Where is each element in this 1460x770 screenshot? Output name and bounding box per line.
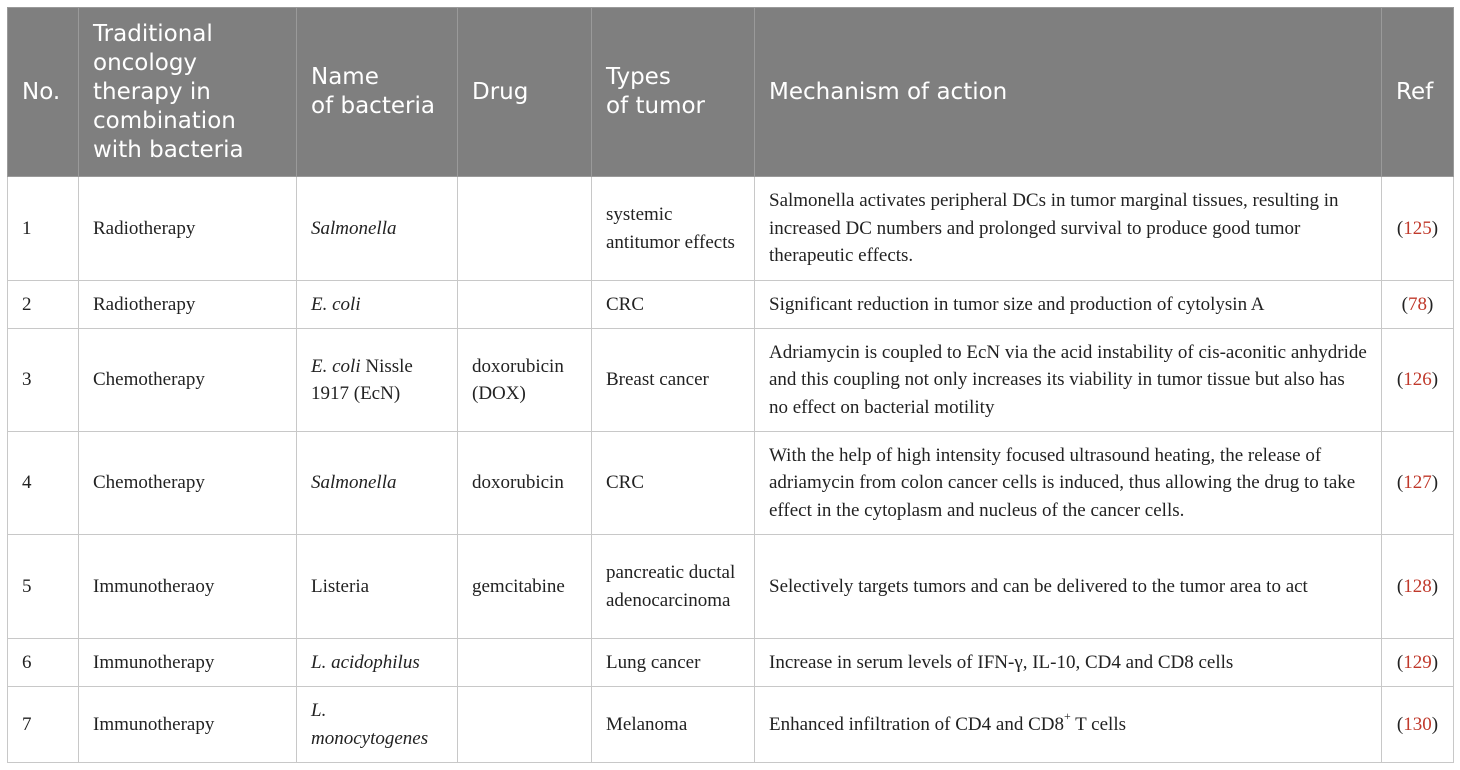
cell-therapy: Chemotherapy xyxy=(79,329,297,432)
cell-therapy: Immunotherapy xyxy=(79,687,297,763)
table-container xyxy=(7,7,1453,763)
cell-ref: (130) xyxy=(1382,687,1454,763)
cell-drug xyxy=(458,281,592,329)
cell-mechanism: Increase in serum levels of IFN-γ, IL-10, CD4 and CD8 cells xyxy=(755,639,1382,687)
cell-no: 1 xyxy=(8,177,79,281)
table-row xyxy=(8,639,1454,687)
mechanism-tail: T cells xyxy=(1070,713,1126,735)
cell-tumor: CRC xyxy=(592,281,755,329)
cell-drug: doxorubicin (DOX) xyxy=(458,329,592,432)
table-header xyxy=(8,8,1454,177)
mechanism-text: Enhanced infiltration of CD4 and CD8 xyxy=(769,713,1064,735)
cell-therapy: Immunotheraoy xyxy=(79,535,297,639)
cell-no: 3 xyxy=(8,329,79,432)
table-row xyxy=(8,177,1454,281)
header-tumor: Types of tumor xyxy=(592,8,755,177)
table-row xyxy=(8,281,1454,329)
cell-bacteria xyxy=(297,687,458,763)
bacteria-italic: Salmonella xyxy=(311,217,397,239)
cell-tumor: Lung cancer xyxy=(592,639,755,687)
cell-tumor: systemic antitumor effects xyxy=(592,177,755,281)
reference-link[interactable]: 125 xyxy=(1403,217,1432,239)
cell-no: 6 xyxy=(8,639,79,687)
cell-ref: (127) xyxy=(1382,432,1454,535)
cell-ref: (125) xyxy=(1382,177,1454,281)
reference-link[interactable]: 130 xyxy=(1403,713,1432,735)
bacteria-italic: E. coli xyxy=(311,293,361,315)
bacteria-italic: L. monocytogenes xyxy=(311,700,429,749)
cell-drug xyxy=(458,639,592,687)
reference-link[interactable]: 126 xyxy=(1403,369,1432,391)
cell-bacteria xyxy=(297,177,458,281)
bacteria-italic: Salmonella xyxy=(311,472,397,494)
bacteria-rest: Nissle 1917 (EcN) xyxy=(311,355,413,404)
cell-therapy: Radiotherapy xyxy=(79,177,297,281)
cell-ref: (78) xyxy=(1382,281,1454,329)
bacteria-combination-table xyxy=(7,7,1454,763)
cell-drug xyxy=(458,177,592,281)
header-no: No. xyxy=(8,8,79,177)
header-bacteria: Name of bacteria xyxy=(297,8,458,177)
cell-no: 5 xyxy=(8,535,79,639)
table-row xyxy=(8,687,1454,763)
reference-link[interactable]: 78 xyxy=(1408,293,1427,315)
cell-tumor: Breast cancer xyxy=(592,329,755,432)
header-therapy: Traditional oncology therapy in combination with bacteria xyxy=(79,8,297,177)
cell-therapy: Chemotherapy xyxy=(79,432,297,535)
cell-ref: (129) xyxy=(1382,639,1454,687)
cell-therapy: Immunotherapy xyxy=(79,639,297,687)
cell-bacteria xyxy=(297,639,458,687)
cell-bacteria xyxy=(297,535,458,639)
header-row xyxy=(8,8,1454,177)
cell-drug: doxorubicin xyxy=(458,432,592,535)
cell-therapy: Radiotherapy xyxy=(79,281,297,329)
bacteria-italic: E. coli xyxy=(311,355,361,377)
header-ref: Ref xyxy=(1382,8,1454,177)
cell-no: 4 xyxy=(8,432,79,535)
cell-bacteria xyxy=(297,432,458,535)
cell-mechanism: Selectively targets tumors and can be delivered to the tumor area to act xyxy=(755,535,1382,639)
cell-tumor: pancreatic ductal adenocarcinoma xyxy=(592,535,755,639)
cell-mechanism: With the help of high intensity focused ultrasound heating, the release of adriamycin from colon cancer cells is induced, thus allowing the drug to take effect in the cytoplasm and nucleus of the cancer cells. xyxy=(755,432,1382,535)
cell-mechanism: Significant reduction in tumor size and production of cytolysin A xyxy=(755,281,1382,329)
cell-bacteria xyxy=(297,329,458,432)
cell-mechanism: Adriamycin is coupled to EcN via the acid instability of cis-aconitic anhydride and this coupling not only increases its viability in tumor tissue but also has no effect on bacterial motility xyxy=(755,329,1382,432)
bacteria-rest: Listeria xyxy=(311,575,370,597)
cell-mechanism: Salmonella activates peripheral DCs in tumor marginal tissues, resulting in increased DC numbers and prolonged survival to produce good tumor therapeutic effects. xyxy=(755,177,1382,281)
superscript-plus: + xyxy=(1063,709,1071,724)
cell-no: 7 xyxy=(8,687,79,763)
cell-drug: gemcitabine xyxy=(458,535,592,639)
header-mechanism: Mechanism of action xyxy=(755,8,1382,177)
table-row xyxy=(8,329,1454,432)
bacteria-italic: L. acidophilus xyxy=(311,651,420,673)
cell-tumor: CRC xyxy=(592,432,755,535)
table-row xyxy=(8,535,1454,639)
reference-link[interactable]: 128 xyxy=(1403,575,1432,597)
reference-link[interactable]: 129 xyxy=(1403,651,1432,673)
cell-ref: (128) xyxy=(1382,535,1454,639)
table-body xyxy=(8,177,1454,763)
header-drug: Drug xyxy=(458,8,592,177)
cell-drug xyxy=(458,687,592,763)
cell-no: 2 xyxy=(8,281,79,329)
cell-ref: (126) xyxy=(1382,329,1454,432)
table-row xyxy=(8,432,1454,535)
cell-bacteria xyxy=(297,281,458,329)
cell-mechanism xyxy=(755,687,1382,763)
cell-tumor: Melanoma xyxy=(592,687,755,763)
reference-link[interactable]: 127 xyxy=(1403,472,1432,494)
